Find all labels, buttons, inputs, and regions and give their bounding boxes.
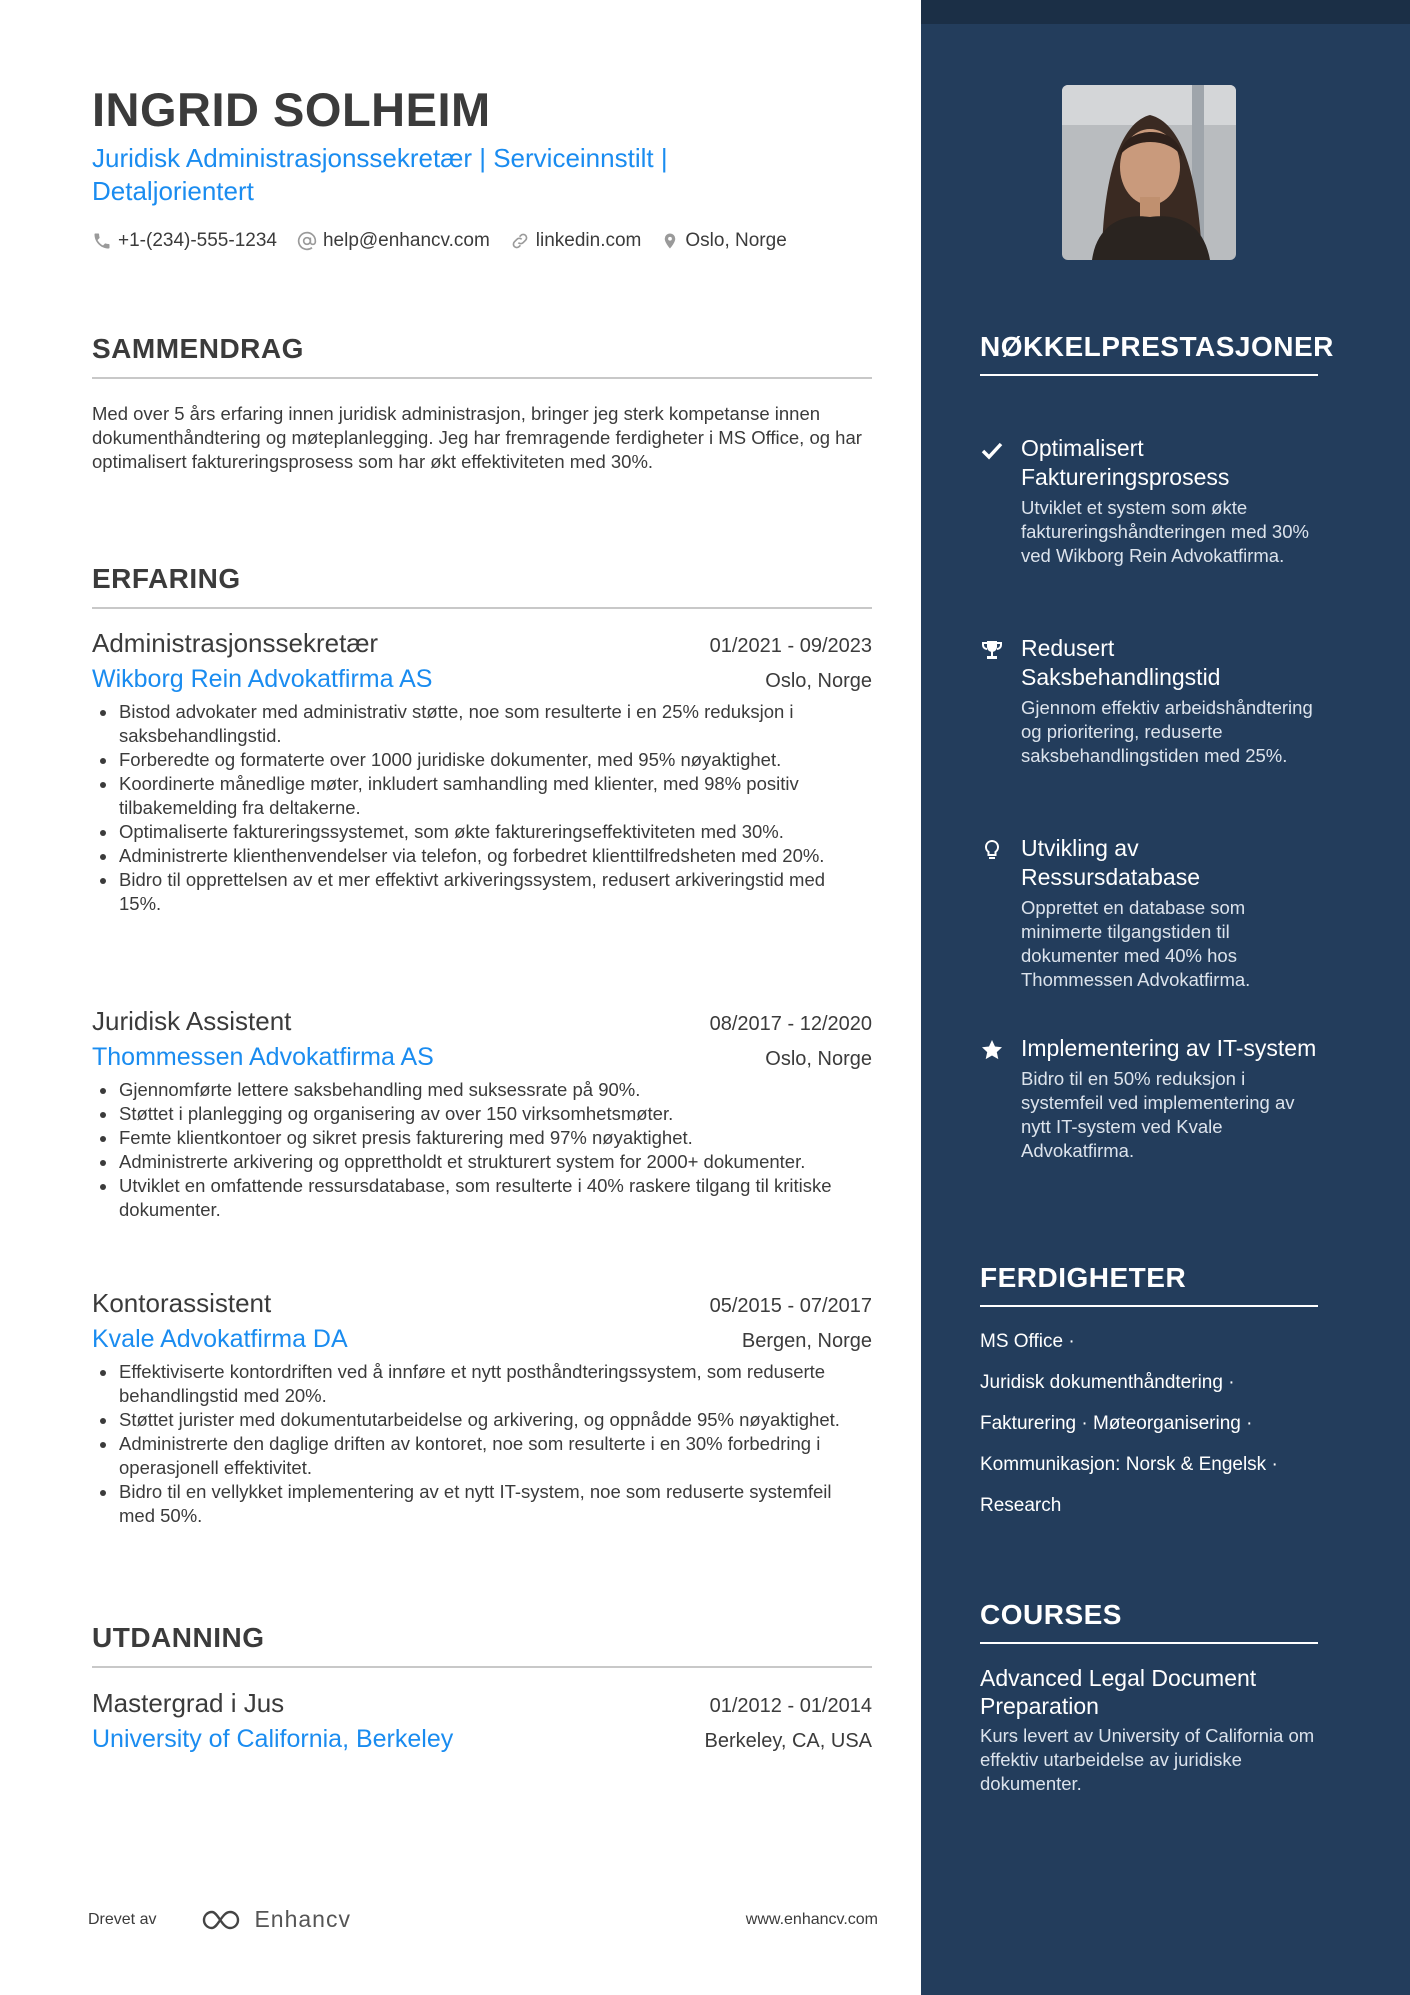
courses-section-title: COURSES bbox=[980, 1598, 1318, 1644]
email-text: help@enhancv.com bbox=[322, 230, 490, 251]
skills-list bbox=[980, 1326, 1320, 1531]
achievement-description: Gjennom effektiv arbeidshåndtering og prioritering, reduserte saksbehandlingstiden med 25%. bbox=[1021, 697, 1313, 766]
job-location: Bergen, Norge bbox=[741, 1330, 872, 1352]
summary-section-title: SAMMENDRAG bbox=[92, 333, 872, 379]
course-title: Advanced Legal Document Preparation bbox=[980, 1665, 1257, 1719]
link-icon bbox=[510, 231, 530, 251]
achievement-title: Utvikling av Ressursdatabase bbox=[1021, 835, 1200, 890]
website-link[interactable]: www.enhancv.com bbox=[745, 1910, 878, 1928]
phone-icon bbox=[92, 231, 112, 251]
summary-text: Med over 5 års erfaring innen juridisk administrasjon, bringer jeg sterk kompetanse innen dokumenthåndtering og møteplanlegging. Jeg har fremragende ferdigheter i MS Office, og har optimalisert faktureringsprosess som har økt effektiviteten med 30%. bbox=[92, 403, 862, 472]
trophy-icon bbox=[980, 638, 1004, 662]
job-title: Kontorassistent bbox=[92, 1288, 272, 1318]
experience-entry bbox=[92, 1288, 872, 1528]
achievement-item bbox=[980, 834, 1320, 992]
achievement-description: Utviklet et system som økte faktureringshåndteringen med 30% ved Wikborg Rein Advokatfirma. bbox=[1021, 497, 1309, 566]
bullet-item: Utviklet en omfattende ressursdatabase, som resulterte i 40% raskere tilgang til kritiske dokumenter. bbox=[92, 1174, 872, 1222]
skill-item: Juridisk dokumenthåndtering · bbox=[980, 1372, 1235, 1393]
company-name: Wikborg Rein Advokatfirma AS bbox=[92, 665, 433, 693]
contact-location bbox=[661, 230, 786, 252]
achievement-title: Optimalisert Faktureringsprosess bbox=[1021, 435, 1230, 490]
achievement-item bbox=[980, 1034, 1320, 1163]
bullet-item: Administrerte arkivering og opprettholdt et strukturert system for 2000+ dokumenter. bbox=[92, 1150, 872, 1174]
location-pin-icon bbox=[661, 231, 679, 251]
achievements-section-title: NØKKELPRESTASJONER bbox=[980, 330, 1318, 376]
achievement-title: Redusert Saksbehandlingstid bbox=[1021, 635, 1221, 690]
location-text: Oslo, Norge bbox=[685, 230, 787, 251]
contact-email[interactable] bbox=[297, 230, 490, 252]
bullet-item: Optimaliserte faktureringssystemet, som økte faktureringseffektiviteten med 30%. bbox=[92, 820, 872, 844]
job-bullets bbox=[92, 700, 872, 916]
job-dates: 08/2017 - 12/2020 bbox=[709, 1013, 872, 1035]
job-dates: 01/2021 - 09/2023 bbox=[709, 635, 872, 657]
skill-item: Research bbox=[980, 1495, 1062, 1516]
brand-name: Enhancv bbox=[254, 1906, 351, 1932]
job-title: Juridisk Assistent bbox=[92, 1006, 292, 1036]
bullet-item: Effektiviserte kontordriften ved å innføre et nytt posthåndteringssystem, som reduserte behandlingstid med 20%. bbox=[92, 1360, 872, 1408]
skill-item: Fakturering · Møteorganisering · bbox=[980, 1413, 1253, 1434]
at-icon bbox=[297, 231, 317, 251]
bullet-item: Forberedte og formaterte over 1000 juridiske dokumenter, med 95% nøyaktighet. bbox=[92, 748, 872, 772]
contact-bar bbox=[92, 230, 807, 252]
education-location: Berkeley, CA, USA bbox=[704, 1730, 872, 1752]
footer bbox=[88, 1906, 878, 1933]
checkmark-icon bbox=[980, 438, 1004, 462]
course-description: Kurs levert av University of California om effektiv utarbeidelse av juridiske dokumenter. bbox=[980, 1725, 1315, 1794]
experience-entry bbox=[92, 628, 872, 916]
achievement-description: Bidro til en 50% reduksjon i systemfeil ved implementering av nytt IT-system ved Kvale Advokatfirma. bbox=[1021, 1068, 1295, 1161]
job-title: Administrasjonssekretær bbox=[92, 628, 379, 658]
job-bullets bbox=[92, 1360, 872, 1528]
bullet-item: Administrerte den daglige driften av kontoret, noe som resulterte i en 30% forbedring i operasjonell effektivitet. bbox=[92, 1432, 872, 1480]
company-name: Kvale Advokatfirma DA bbox=[92, 1325, 348, 1353]
profile-photo bbox=[1062, 85, 1236, 260]
achievement-item bbox=[980, 434, 1320, 568]
achievement-description: Opprettet en database som minimerte tilgangstiden til dokumenter med 40% hos Thommessen Advokatfirma. bbox=[1021, 897, 1251, 990]
education-entry bbox=[92, 1688, 872, 1754]
linkedin-text: linkedin.com bbox=[535, 230, 642, 251]
bullet-item: Administrerte klienthenvendelser via telefon, og forbedret klienttilfredsheten med 20%. bbox=[92, 844, 872, 868]
job-location: Oslo, Norge bbox=[765, 670, 872, 692]
degree-title: Mastergrad i Jus bbox=[92, 1688, 285, 1718]
experience-section-title: ERFARING bbox=[92, 563, 872, 609]
job-bullets bbox=[92, 1078, 872, 1222]
achievement-item bbox=[980, 634, 1320, 768]
bullet-item: Bidro til en vellykket implementering av et nytt IT-system, noe som reduserte systemfeil med 50%. bbox=[92, 1480, 872, 1528]
headline: Juridisk Administrasjonssekretær | Serviceinnstilt | Detaljorientert bbox=[92, 143, 668, 206]
contact-linkedin[interactable] bbox=[510, 230, 642, 252]
contact-phone[interactable] bbox=[92, 230, 277, 252]
brand-logo[interactable] bbox=[200, 1906, 351, 1933]
course-item bbox=[980, 1664, 1320, 1796]
bullet-item: Støttet jurister med dokumentutarbeidelse og arkivering, og oppnådde 95% nøyaktighet. bbox=[92, 1408, 872, 1432]
job-dates: 05/2015 - 07/2017 bbox=[709, 1295, 872, 1317]
bullet-item: Femte klientkontoer og sikret presis fakturering med 97% nøyaktighet. bbox=[92, 1126, 872, 1150]
star-icon bbox=[980, 1038, 1004, 1062]
bullet-item: Koordinerte månedlige møter, inkludert samhandling med klienter, med 98% positiv tilbakemelding fra deltakerne. bbox=[92, 772, 872, 820]
powered-by-label: Drevet av bbox=[88, 1910, 157, 1928]
infinity-logo-icon bbox=[200, 1908, 246, 1932]
skills-section-title: FERDIGHETER bbox=[980, 1261, 1318, 1307]
sidebar-top-bar bbox=[921, 0, 1410, 24]
sidebar bbox=[921, 0, 1410, 1995]
bullet-item: Bistod advokater med administrativ støtte, noe som resulterte i en 25% reduksjon i saksbehandlingstid. bbox=[92, 700, 872, 748]
skill-item: MS Office · bbox=[980, 1331, 1075, 1352]
school-name: University of California, Berkeley bbox=[92, 1725, 454, 1753]
education-section-title: UTDANNING bbox=[92, 1622, 872, 1668]
company-name: Thommessen Advokatfirma AS bbox=[92, 1043, 434, 1071]
candidate-name: INGRID SOLHEIM bbox=[92, 83, 491, 136]
experience-entry bbox=[92, 1006, 872, 1222]
bullet-item: Støttet i planlegging og organisering av over 150 virksomhetsmøter. bbox=[92, 1102, 872, 1126]
phone-text: +1-(234)-555-1234 bbox=[118, 230, 277, 251]
skill-item: Kommunikasjon: Norsk & Engelsk · bbox=[980, 1454, 1278, 1475]
education-dates: 01/2012 - 01/2014 bbox=[709, 1695, 872, 1717]
main-column bbox=[92, 0, 872, 1995]
bullet-item: Bidro til opprettelsen av et mer effektivt arkiveringssystem, redusert arkiveringstid med 15%. bbox=[92, 868, 872, 916]
lightbulb-icon bbox=[980, 838, 1004, 862]
achievement-title: Implementering av IT-system bbox=[1021, 1035, 1317, 1061]
job-location: Oslo, Norge bbox=[765, 1048, 872, 1070]
bullet-item: Gjennomførte lettere saksbehandling med suksessrate på 90%. bbox=[92, 1078, 872, 1102]
